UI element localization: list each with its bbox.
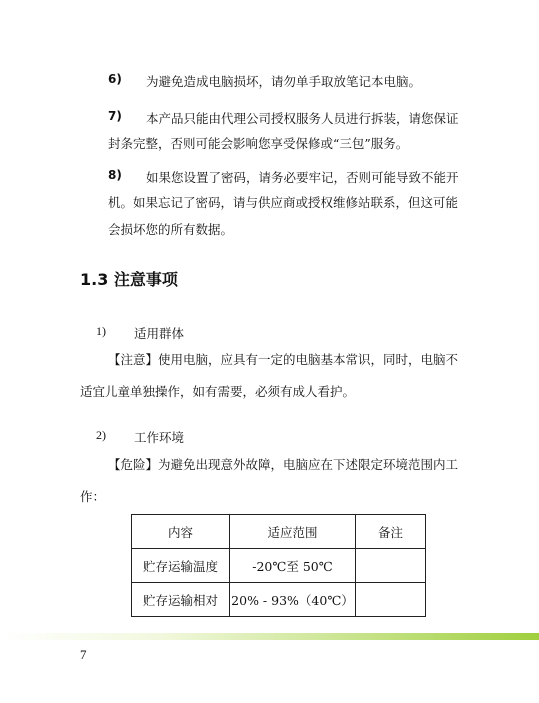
subsection-title: 适用群体 bbox=[134, 326, 185, 341]
item-text-line: 本产品只能由代理公司授权服务人员进行拆装，请您保证 bbox=[146, 111, 459, 126]
item-text-line: 会损坏您的所有数据。 bbox=[108, 222, 234, 237]
table-header-row bbox=[132, 515, 426, 549]
environment-table bbox=[131, 514, 426, 617]
section-number: 1.3 bbox=[80, 270, 109, 289]
table-cell bbox=[356, 549, 426, 583]
table-header-cell: 适应范围 bbox=[230, 515, 356, 549]
table-cell: 20% - 93%（40℃） bbox=[230, 583, 356, 617]
table-header-cell: 内容 bbox=[132, 515, 230, 549]
section-title: 注意事项 bbox=[113, 270, 178, 289]
item-number: 7) bbox=[108, 109, 122, 123]
item-number: 8) bbox=[108, 168, 122, 182]
item-text-line: 封条完整，否则可能会影响您享受保修或“三包”服务。 bbox=[108, 136, 409, 151]
item-text-line: 如果您设置了密码，请务必要牢记，否则可能导致不能开 bbox=[146, 170, 459, 185]
footer-divider bbox=[0, 633, 539, 640]
subsection-number: 2) bbox=[96, 428, 106, 442]
table-cell: 贮存运输相对 bbox=[132, 583, 230, 617]
paragraph-line: 【危险】为避免出现意外故障，电脑应在下述限定环境范围内工 bbox=[108, 457, 459, 472]
paragraph-line: 【注意】使用电脑，应具有一定的电脑基本常识，同时，电脑不 bbox=[108, 352, 459, 367]
table-cell: 贮存运输温度 bbox=[132, 549, 230, 583]
paragraph-line: 适宜儿童单独操作，如有需要，必须有成人看护。 bbox=[80, 384, 356, 399]
item-text-line: 为避免造成电脑损坏，请勿单手取放笔记本电脑。 bbox=[146, 74, 422, 89]
subsection-number: 1) bbox=[96, 324, 106, 338]
table-cell bbox=[356, 583, 426, 617]
paragraph-line: 作： bbox=[80, 489, 106, 504]
table-row bbox=[132, 549, 426, 583]
page-number: 7 bbox=[80, 647, 87, 662]
table-row bbox=[132, 583, 426, 617]
table-cell: -20℃至 50℃ bbox=[230, 549, 356, 583]
item-text-line: 机。如果忘记了密码，请与供应商或授权维修站联系，但这可能 bbox=[108, 195, 459, 210]
item-number: 6) bbox=[108, 72, 122, 86]
table-header-cell: 备注 bbox=[356, 515, 426, 549]
subsection-title: 工作环境 bbox=[134, 430, 185, 445]
section-heading bbox=[80, 267, 178, 290]
